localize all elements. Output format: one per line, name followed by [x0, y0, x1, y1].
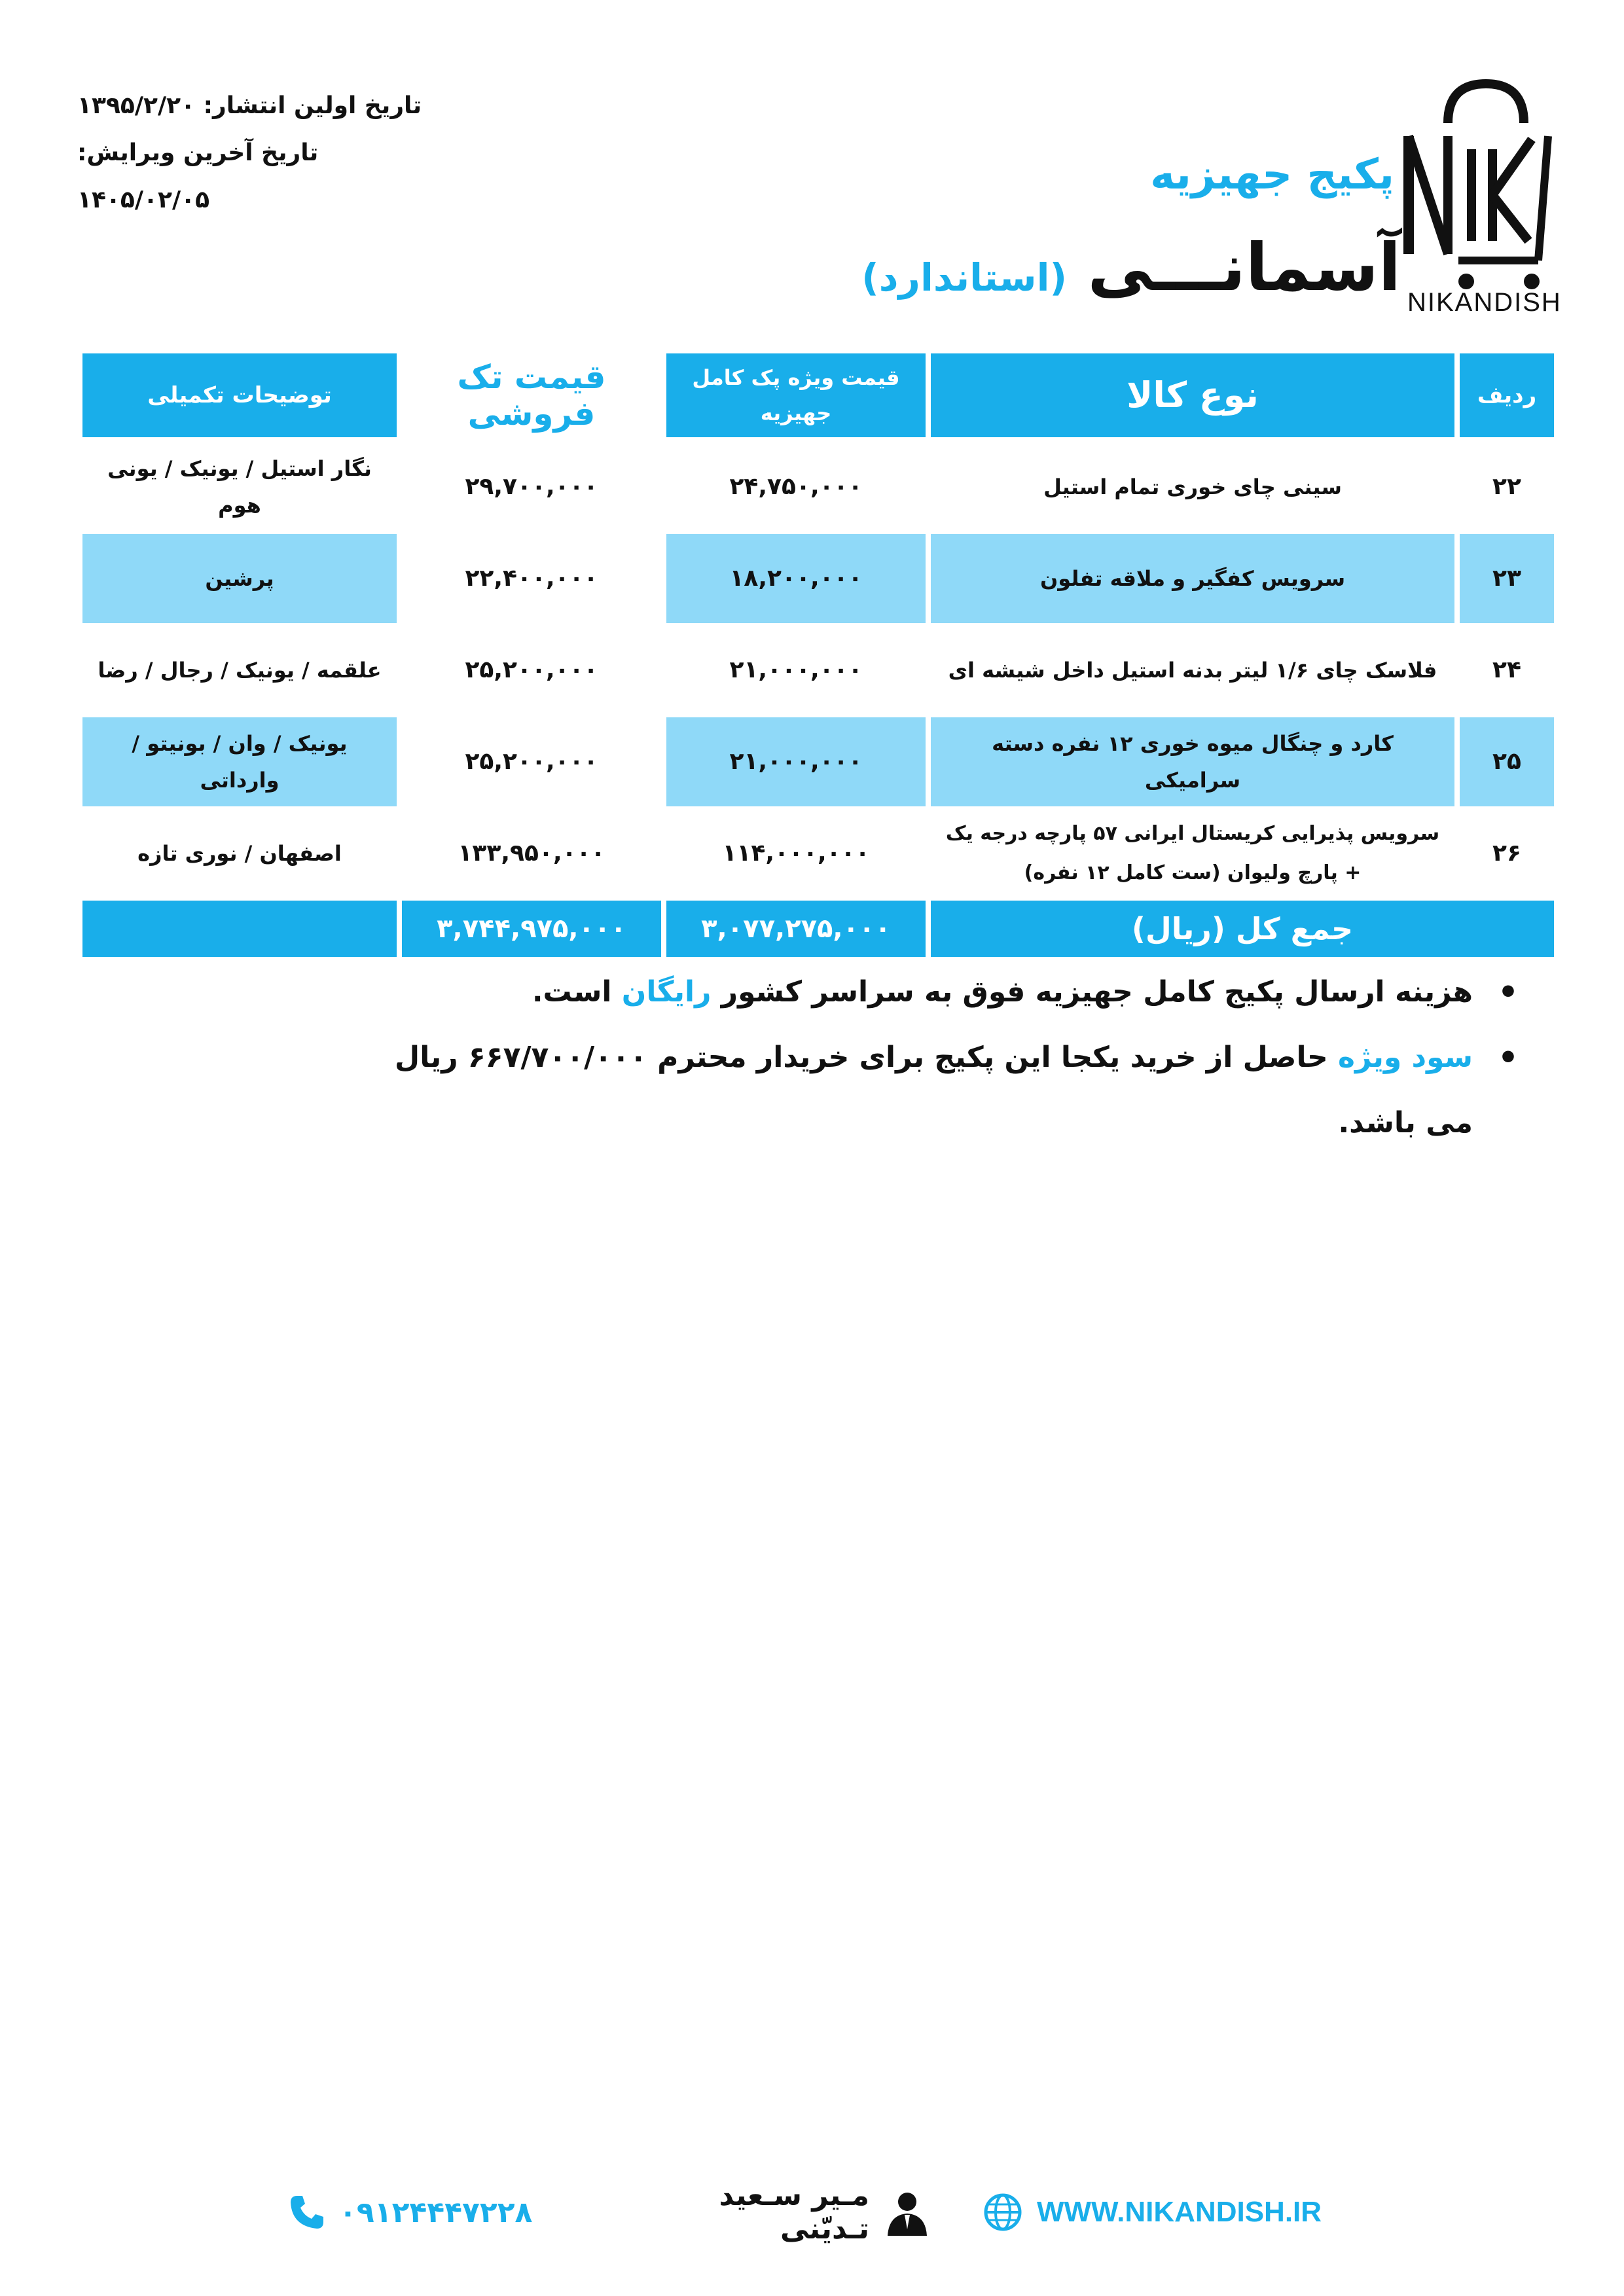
row-retail-price: ۲۹,۷۰۰,۰۰۰ — [465, 473, 598, 500]
package-notes — [367, 960, 1519, 1139]
row-special-price: ۲۱,۰۰۰,۰۰۰ — [729, 656, 863, 683]
first-published-date: تاریخ اولین انتشار: ۱۳۹۵/۲/۲۰ — [77, 92, 422, 119]
row-name: سینی چای خوری تمام استیل — [1043, 475, 1342, 499]
package-title: آسمانـــی — [1087, 229, 1401, 306]
publication-dates — [77, 82, 444, 224]
shipping-free-highlight: رایگان — [621, 975, 712, 1009]
footer-phone[interactable] — [288, 2173, 576, 2251]
row-special-price: ۲۴,۷۵۰,۰۰۰ — [729, 473, 863, 500]
footer-website[interactable] — [982, 2173, 1348, 2251]
user-icon — [885, 2189, 929, 2236]
total-label: جمع کل (ریال) — [931, 901, 1554, 957]
contact-person-name: مـیر سـعید تـدیّنی — [719, 2179, 869, 2246]
row-name: سرویس پذیرایی کریستال ایرانی ۵۷ پارچه درجه یک + پارچ ولیوان (ست کامل ۱۲ نفره) — [945, 822, 1440, 884]
row-notes: نگار استیل / یونیک / یونی هوم — [107, 456, 372, 518]
row-name: کارد و چنگال میوه خوری ۱۲ نفره دسته سرامیکی — [931, 717, 1454, 806]
package-tag: (استاندارد) — [861, 255, 1067, 300]
last-edited-date: تاریخ آخرین ویرایش: ۱۴۰۵/۰۲/۰۵ — [77, 139, 319, 213]
row-retail-price: ۲۵,۲۰۰,۰۰۰ — [465, 748, 598, 775]
row-special-price: ۲۱,۰۰۰,۰۰۰ — [666, 717, 926, 806]
row-notes: پرشین — [82, 534, 397, 623]
header-retail-price: قیمت تک فروشی — [457, 358, 606, 433]
row-name: فلاسک چای ۱/۶ لیتر بدنه استیل داخل شیشه ای — [948, 658, 1437, 683]
globe-icon — [982, 2191, 1024, 2233]
table-row — [82, 534, 1554, 623]
nikandish-logo-icon — [1401, 77, 1562, 319]
footer-contact-person — [628, 2173, 929, 2251]
total-retail-price: ۳,۷۴۴,۹۷۵,۰۰۰ — [402, 901, 661, 957]
website-url[interactable]: WWW.NIKANDISH.IR — [1037, 2196, 1322, 2228]
phone-icon — [288, 2193, 326, 2231]
total-empty-cell — [82, 901, 397, 957]
shipping-note-text: هزینه ارسال پکیج کامل جهیزیه فوق به سراسر کشور — [721, 975, 1473, 1009]
row-notes: اصفهان / نوری تازه — [137, 841, 342, 866]
price-table — [82, 353, 1554, 957]
table-row — [82, 442, 1554, 531]
shipping-note-end: است. — [532, 975, 612, 1009]
table-row — [82, 717, 1554, 806]
row-name: سرویس کفگیر و ملاقه تفلون — [931, 534, 1454, 623]
table-row — [82, 626, 1554, 715]
row-retail-price: ۲۵,۲۰۰,۰۰۰ — [465, 656, 598, 683]
shipping-note — [367, 960, 1519, 1025]
table-row — [82, 809, 1554, 898]
row-idx: ۲۳ — [1460, 534, 1554, 623]
header-idx: ردیف — [1460, 353, 1554, 437]
table-header — [82, 353, 1554, 437]
row-notes: علقمه / یونیک / رجال / رضا — [98, 658, 382, 683]
row-idx: ۲۶ — [1492, 840, 1521, 867]
package-subtitle: پکیج جهیزیه — [1150, 151, 1394, 199]
row-notes: یونیک / وان / بونیتو / وارداتی — [82, 717, 397, 806]
row-idx: ۲۴ — [1492, 656, 1521, 683]
header-name: نوع کالا — [931, 353, 1454, 437]
row-idx: ۲۲ — [1492, 473, 1521, 500]
total-special-price: ۳,۰۷۷,۲۷۵,۰۰۰ — [666, 901, 926, 957]
footer — [0, 2173, 1624, 2251]
header-notes: توضیحات تکمیلی — [82, 353, 397, 437]
table-total-row — [82, 901, 1554, 957]
row-special-price: ۱۱۴,۰۰۰,۰۰۰ — [722, 840, 870, 867]
row-retail-price: ۲۲,۴۰۰,۰۰۰ — [465, 565, 598, 592]
header-special-price: قیمت ویژه پک کامل جهیزیه — [666, 353, 926, 437]
row-idx: ۲۵ — [1460, 717, 1554, 806]
row-special-price: ۱۸,۲۰۰,۰۰۰ — [666, 534, 926, 623]
phone-number[interactable]: ۰۹۱۲۴۴۴۷۲۲۸ — [339, 2195, 533, 2229]
profit-note — [367, 1025, 1519, 1139]
profit-note-text: حاصل از خرید یکجا این پکیج برای خریدار محترم ۶۶۷/۷۰۰/۰۰۰ ریال می باشد. — [395, 1041, 1473, 1139]
row-retail-price: ۱۳۳,۹۵۰,۰۰۰ — [458, 840, 605, 867]
brand-name: NIKANDISH — [1407, 288, 1562, 317]
profit-highlight: سود ویژه — [1338, 1041, 1473, 1074]
